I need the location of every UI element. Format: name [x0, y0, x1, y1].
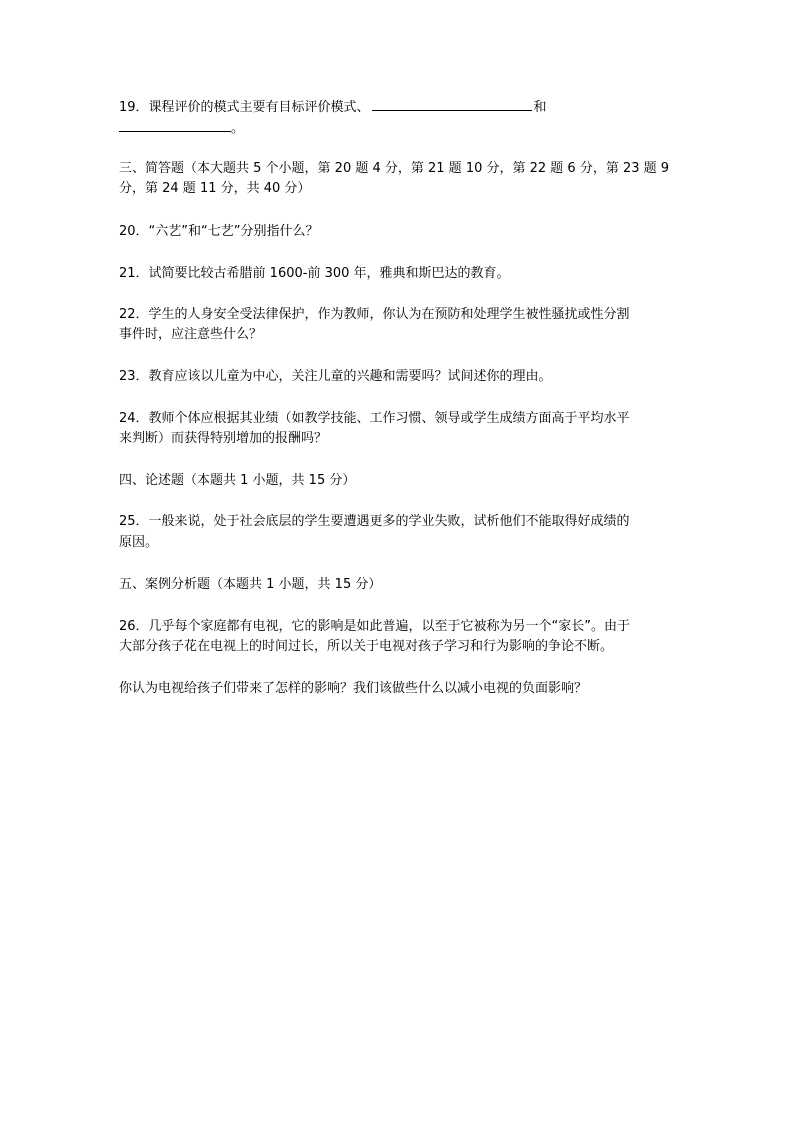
- section-3-heading-line-1: 三、简答题（本大题共 5 个小题，第 20 题 4 分，第 21 题 10 分，第 22 题 6 分，第 23 题 9: [119, 161, 670, 176]
- fill-blank-2: [119, 119, 231, 132]
- question-25-line-2: 原因。: [119, 535, 159, 550]
- question-26-line-1: 26．几乎每个家庭都有电视，它的影响是如此普遍，以至于它被称为另一个“家长”。由于: [119, 619, 631, 634]
- question-20: 20．“六艺”和“七艺”分别指什么？: [119, 224, 319, 239]
- section-3-heading-line-2: 分，第 24 题 11 分，共 40 分）: [119, 181, 311, 196]
- question-25-line-1: 25．一般来说，处于社会底层的学生要遭遇更多的学业失败，试析他们不能取得好成绩的: [119, 514, 630, 529]
- question-26-line-3: 你认为电视给孩子们带来了怎样的影响？我们该做些什么以减小电视的负面影响？: [119, 681, 588, 696]
- question-19-line-1: [119, 98, 547, 116]
- section-4-heading: 四、论述题（本题共 1 小题，共 15 分）: [119, 473, 356, 488]
- question-23: 23．教育应该以儿童为中心，关注儿童的兴趣和需要吗？试间述你的理由。: [119, 369, 552, 384]
- question-24-line-1: 24．教师个体应根据其业绩（如教学技能、工作习惯、领导或学生成绩方面高于平均水平: [119, 411, 630, 426]
- question-21: 21．试简要比较古希腊前 1600-前 300 年，雅典和斯巴达的教育。: [119, 266, 510, 281]
- question-24-line-2: 来判断）而获得特别增加的报酬吗？: [119, 431, 328, 446]
- question-19-and: 和: [533, 100, 547, 115]
- question-19-end: 。: [231, 121, 245, 136]
- fill-blank-1: [372, 98, 532, 111]
- question-19-line-2: [119, 119, 244, 137]
- section-5-heading: 五、案例分析题（本题共 1 小题，共 15 分）: [119, 577, 382, 592]
- question-22-line-2: 事件时，应注意些什么？: [119, 327, 263, 342]
- question-26-line-2: 大部分孩子花在电视上的时间过长，所以关于电视对孩子学习和行为影响的争论不断。: [119, 639, 614, 654]
- question-19-text: 19．课程评价的模式主要有目标评价模式、: [119, 100, 370, 115]
- question-22-line-1: 22．学生的人身安全受法律保护，作为教师，你认为在预防和处理学生被性骚扰或性分割: [119, 307, 630, 322]
